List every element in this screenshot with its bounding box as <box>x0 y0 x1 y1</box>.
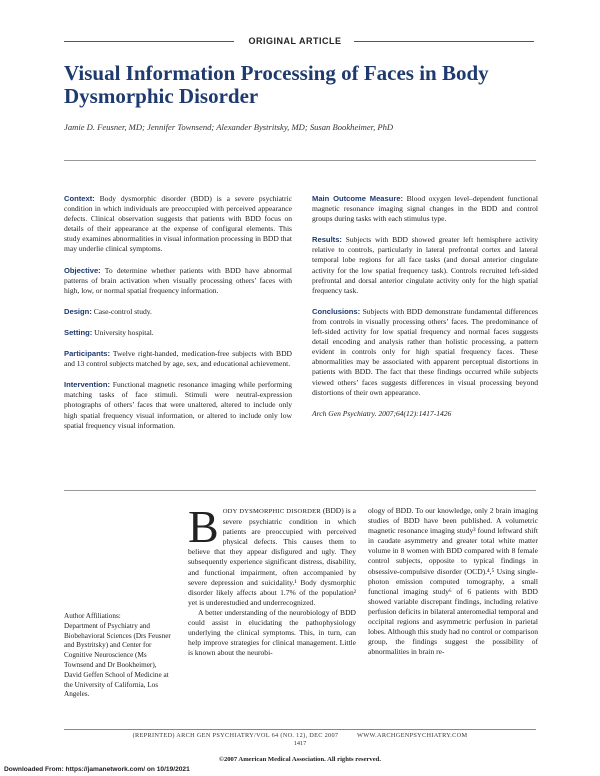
page-number: 1417 <box>293 740 307 747</box>
lead-small-caps: ODY DYSMORPHIC DISORDER <box>222 508 321 515</box>
author-affiliations <box>64 612 174 700</box>
body-p1-text: (BDD) is a severe psychiatric condition in which patients are preoccupied with perceived physical defects. This causes them to believe that they appear disfigured and ugly. They subsequently experience significant distress, disability, and functional impairment, often accompanied by severe depression and suicidality.¹ Body dysmorphic disorder likely affects about 1.7% of the population² yet is underestudied and underrecognized. <box>188 506 356 607</box>
intervention-text: Functional magnetic resonance imaging while performing matching tasks of face stimuli. Stimuli were neutral-expression photographs of others’ faces that were unaltered, altered to include only high spatial frequency visual information, or altered to include only low spatial frequency visual information. <box>64 380 293 430</box>
conclusions-text: Subjects with BDD demonstrate fundamental differences from controls in visually processing others’ faces. The predominance of left-sided activity for low spatial frequency and normal faces suggests detail encoding and analysis rather than holistic processing, a pattern evident in controls only for high spatial frequency faces. These abnormalities may be associated with apparent perceptual distortions in patients with BDD. The fact that these findings occurred while subjects viewed others’ faces suggests differences in visual processing beyond distortions of their own appearance. <box>312 306 538 397</box>
abstract-intervention <box>64 380 292 430</box>
outcome-label: Main Outcome Measure: <box>312 194 404 203</box>
participants-text: Twelve right-handed, medication-free subjects with BDD and 13 control subjects matched by age, sex, and educational achievement. <box>64 349 292 369</box>
context-label: Context: <box>64 194 95 203</box>
abstract-context <box>64 194 292 255</box>
abstract-left-column <box>64 194 292 442</box>
body-paragraph-1 <box>188 501 356 608</box>
affiliations-heading: Author Affiliations: <box>64 612 121 620</box>
article-title: Visual Information Processing of Faces in Body Dysmorphic Disorder <box>64 61 489 108</box>
abstract-design <box>64 307 292 317</box>
copyright: ©2007 American Medical Association. All rights reserved. <box>219 756 381 763</box>
abstract-right-column <box>312 194 538 430</box>
setting-text: University hospital. <box>94 327 154 337</box>
objective-label: Objective: <box>64 265 101 275</box>
download-notice: Downloaded From: https://jamanetwork.com/ on 10/19/2021 <box>4 766 190 773</box>
header-rule-left <box>64 41 234 42</box>
design-label: Design: <box>64 306 92 316</box>
affiliations-text: Department of Psychiatry and Biobehavioral Sciences (Drs Feusner and Bystritsky) and Center for Cognitive Neuroscience (Ms Townsend and Dr Bookheimer), David Geffen School of Medicine at the University of California, Los Angeles. <box>64 621 171 699</box>
abstract-results <box>312 235 538 296</box>
design-text: Case-control study. <box>93 306 152 316</box>
conclusions-label: Conclusions: <box>312 306 361 316</box>
outcome-text: Blood oxygen level–dependent functional magnetic resonance imaging signal changes in the BDD and control groups during tasks with each stimulus type. <box>312 194 538 224</box>
footer-journal-line: (REPRINTED) ARCH GEN PSYCHIATRY/VOL 64 (NO. 12), DEC 2007 WWW.ARCHGENPSYCHIATRY.COM <box>132 732 468 739</box>
abstract-participants <box>64 349 292 369</box>
abstract-bottom-rule <box>64 490 536 491</box>
abstract-setting <box>64 328 292 338</box>
footer-rule <box>64 729 536 730</box>
body-column-1 <box>188 501 356 658</box>
results-label: Results: <box>312 235 342 245</box>
citation: Arch Gen Psychiatry. 2007;64(12):1417-1426 <box>312 408 452 418</box>
objective-text: To determine whether patients with BDD have abnormal patterns of brain activation when visually processing others’ faces with high, low, or normal spatial frequency information. <box>64 265 292 295</box>
author-list: Jamie D. Feusner, MD; Jennifer Townsend; Alexander Bystritsky, MD; Susan Bookheimer, PhD <box>64 122 394 132</box>
abstract-objective <box>64 266 292 296</box>
section-tag: ORIGINAL ARTICLE <box>248 36 342 46</box>
header-rule-right <box>354 41 534 42</box>
body-paragraph-2: A better understanding of the neurobiology of BDD could assist in elucidating the pathophysiology underlying the clinical symptoms. This, in turn, can help improve strategies for clinical management. Little is known about the neurobi- <box>188 607 356 658</box>
abstract-outcome <box>312 194 538 224</box>
setting-label: Setting: <box>64 327 93 337</box>
participants-label: Participants: <box>64 349 110 359</box>
context-text: Body dysmorphic disorder (BDD) is a severe psychiatric condition in which individuals are preoccupied with perceived appearance defects. Clinical observation suggests that patients with BDD focus on details of their appearance at the expense of configural elements. This study examines abnormalities in visual information processing in BDD that may underlie clinical symptoms. <box>64 194 292 254</box>
drop-cap: B <box>188 501 219 552</box>
intervention-label: Intervention: <box>64 380 110 390</box>
body-column-2 <box>368 506 538 657</box>
abstract-conclusions <box>312 307 538 398</box>
results-text: Subjects with BDD showed greater left hemisphere activity relative to controls, particularly in lateral prefrontal cortex and lateral temporal lobe regions for all face tasks (and dorsal anterior cingulate activity for the low spatial frequency task). Controls recruited left-sided prefrontal and dorsal anterior cingulate activity only for the high spatial frequency task. <box>312 235 538 295</box>
body-paragraph-3: ology of BDD. To our knowledge, only 2 brain imaging studies of BDD have been published. A volumetric magnetic resonance imaging study³ found leftward shift in caudate asymmetry and greater total white matter volume in 8 women with BDD compared with 8 female control subjects, opposite to typical findings in obsessive-compulsive disorder (OCD).⁴,⁵ Using single-photon emission computed tomography, a small functional imaging study⁶ of 6 patients with BDD showed variable discrepant findings, including relative perfusion deficits in bilateral anteromedial temporal and occipital regions and asymmetric perfusion in parietal lobes. Although this study had no control or comparison group, the findings suggest the possibility of abnormalities in brain re- <box>368 506 538 657</box>
abstract-top-rule <box>64 160 536 161</box>
